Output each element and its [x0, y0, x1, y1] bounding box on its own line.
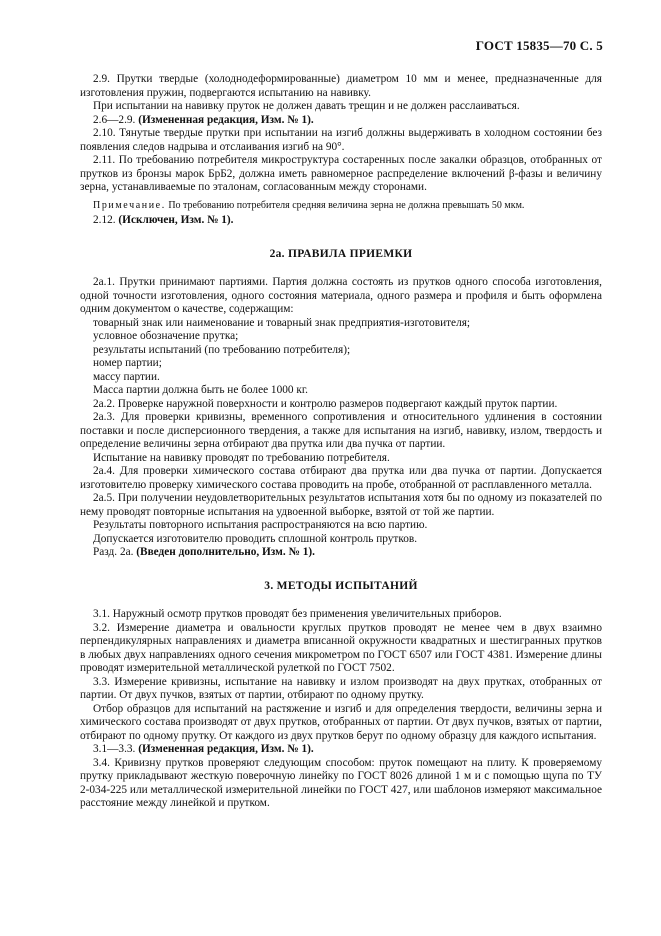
paragraph-3-4: 3.4. Кривизну прутков проверяют следующим способом: пруток помещают на плиту. К проверяемому прутку прикладывают жесткую поверочную линейку по ГОСТ 8026 длиной 1 м и с помощью щупа по ТУ 2-034-225 или металлической измерительной линейки по ГОСТ 427, или шаблонов измеряют максимальное расстояние между линейкой и прутком.	[80, 756, 602, 809]
paragraph-2a-5: 2а.5. При получении неудовлетворительных результатов испытания хотя бы по одному из показателей по нему проводят повторные испытания на удвоенной выборке, взятой от той же партии.	[80, 492, 602, 518]
paragraph-2a-4: 2а.4. Для проверки химического состава отбирают два прутка или два пучка от партии. Допускается изготовителю проверку химического состава проводить на пробе, отобранной от расплавленного металла.	[80, 465, 602, 491]
paragraph-2a-5-cont: Результаты повторного испытания распространяются на всю партию.	[93, 519, 428, 531]
amendment-note: (Введен дополнительно, Изм. № 1).	[136, 546, 315, 558]
amendment-note: (Измененная редакция, Изм. № 1).	[138, 113, 314, 126]
page-header: ГОСТ 15835—70 С. 5	[475, 38, 603, 53]
amendment-number: 3.1—3.3.	[93, 743, 136, 755]
list-item: товарный знак или наименование и товарный знак предприятия-изготовителя;	[93, 316, 471, 329]
paragraph-2-12	[80, 214, 602, 228]
paragraph-3-1: 3.1. Наружный осмотр прутков проводят без применения увеличительных приборов.	[93, 608, 502, 620]
amendment-3-1-3-3	[80, 743, 602, 757]
paragraph-2a-3-cont: Испытание на навивку проводят по требованию потребителя.	[93, 451, 390, 464]
amendment-2-6-2-9	[80, 114, 602, 128]
paragraph-3-3: 3.3. Измерение кривизны, испытание на навивку и излом производят на двух прутках, отобранных от партии. От двух пучков, взятых от партии, отбирают по одному прутку.	[80, 675, 602, 701]
section-title-acceptance: 2а. ПРАВИЛА ПРИЕМКИ	[269, 247, 413, 260]
paragraph-2a-5-cont2: Допускается изготовителю проводить сплошной контроль прутков.	[93, 532, 418, 545]
paragraph-batch-mass: Масса партии должна быть не более 1000 кг.	[93, 384, 309, 396]
paragraph-2a-3: 2а.3. Для проверки кривизны, временного сопротивления и относительного удлинения в состоянии поставки и после дисперсионного твердения, а также для испытания на изгиб, навивку, излом, твердость и определение величины зерна отбирают два прутка или два пучка от партии.	[80, 411, 602, 450]
note	[80, 199, 602, 213]
paragraph-2-10: 2.10. Тянутые твердые прутки при испытании на изгиб должны выдерживать в холодном состоянии без появления следов надрыва и отслаивания изгиб на 90°.	[80, 127, 602, 153]
paragraph-2-9: 2.9. Прутки твердые (холоднодеформированные) диаметром 10 мм и менее, предназначенные для изготовления пружин, подвергаются испытанию на навивку.	[80, 73, 602, 99]
amendment-section-2a	[80, 546, 602, 560]
amendment-note: (Измененная редакция, Изм. № 1).	[138, 743, 314, 755]
list-item: массу партии.	[93, 370, 160, 383]
paragraph-3-2: 3.2. Измерение диаметра и овальности круглых прутков проводят не менее чем в двух взаимно перпендикулярных направлениях и диаметра вписанной окружности квадратных и шестигранных прутков в любых двух направлениях одного сечения микрометром по ГОСТ 6507 или ГОСТ 4381. Измерение длины проводят измерительной металлической рулеткой по ГОСТ 7502.	[80, 621, 602, 674]
note-text: По требованию потребителя средняя величина зерна не должна превышать 50 мкм.	[168, 199, 525, 211]
paragraph-2-9-cont: При испытании на навивку пруток не должен давать трещин и не должен расслаиваться.	[93, 100, 520, 112]
list-item: номер партии;	[93, 357, 162, 369]
amendment-number: Разд. 2а.	[93, 546, 134, 558]
list-item: условное обозначение прутка;	[93, 330, 239, 342]
amendment-number: 2.6—2.9.	[93, 113, 136, 126]
document-body	[80, 73, 602, 811]
section-title-test-methods: 3. МЕТОДЫ ИСПЫТАНИЙ	[264, 579, 418, 592]
list-item: результаты испытаний (по требованию потребителя);	[93, 343, 351, 356]
paragraph-3-3-cont: Отбор образцов для испытаний на растяжение и изгиб и для определения твердости, величины зерна и химического состава производят от двух прутков, отобранных от партии. От двух пучков, взятых от партии, отбирают по одному прутку. От каждого из двух прутков берут по одному образцу для каждого испытания.	[80, 702, 602, 742]
paragraph-number: 2.12.	[93, 214, 116, 226]
excluded-note: (Исключен, Изм. № 1).	[118, 214, 234, 226]
paragraph-2a-2: 2а.2. Проверке наружной поверхности и контролю размеров подвергают каждый пруток партии.	[93, 397, 558, 410]
note-label: Примечание.	[93, 199, 166, 211]
paragraph-2a-1: 2а.1. Прутки принимают партиями. Партия должна состоять из прутков одного способа изготовления, одной точности изготовления, одного состояния материала, одного размера и профиля и быть оформлена одним документом о качестве, содержащим:	[80, 276, 602, 315]
paragraph-2-11: 2.11. По требованию потребителя микроструктура состаренных после закалки образцов, отобранных от прутков из бронзы марок БрБ2, должна иметь равномерное распределение включений β-фазы и величину зерна, устанавливаемые по эталонам, согласованным между сторонами.	[80, 154, 602, 193]
